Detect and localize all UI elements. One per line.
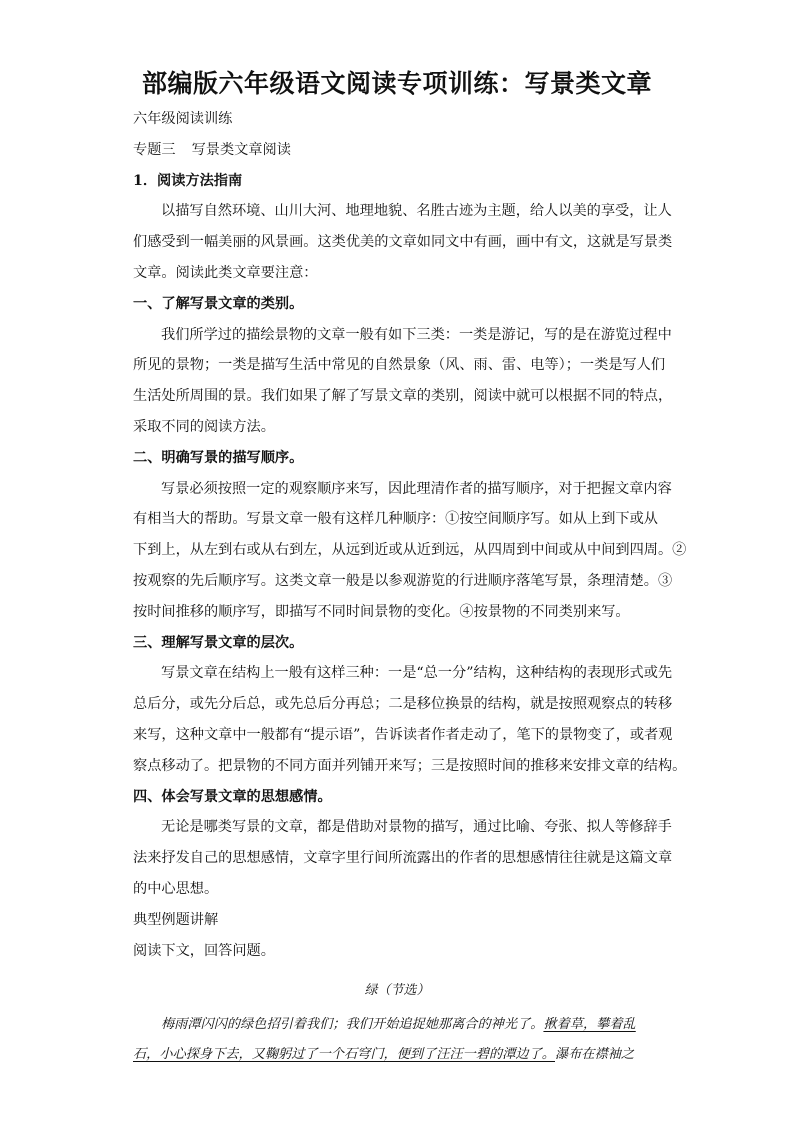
excerpt-line	[133, 1010, 693, 1040]
excerpt-underlined-text: 石，小心探身下去，又鞠躬过了一个石穹门，便到了汪汪一碧的潭边了。	[133, 1047, 555, 1062]
section-1-line: 所见的景物；一类是描写生活中常见的自然景象（风、雨、雷、电等）；一类是写人们	[133, 357, 666, 374]
excerpt-text: 瀑布在襟袖之	[555, 1047, 635, 1062]
section-2-line: 写景必须按照一定的观察顺序来写，因此理清作者的描写顺序，对于把握文章内容	[161, 480, 672, 497]
intro-line: 们感受到一幅美丽的风景画。这类优美的文章如同文中有画，画中有文，这就是写景类	[133, 234, 673, 251]
intro-line: 文章。阅读此类文章要注意：	[133, 264, 318, 281]
section-heading-1: 一、了解写景文章的类别。	[133, 295, 304, 312]
section-3-line: 写景文章在结构上一般有这样三种：一是“总一分”结构，这种结构的表现形式或先	[161, 665, 673, 682]
section-3-line: 总后分，或先分后总，或先总后分再总；二是移位换景的结构，就是按照观察点的转移	[133, 696, 673, 713]
example-heading: 典型例题讲解	[133, 911, 219, 928]
guide-heading: 1．阅读方法指南	[133, 172, 243, 189]
section-heading-2: 二、明确写景的描写顺序。	[133, 449, 304, 466]
excerpt-underlined-text: 揪着草，攀着乱	[543, 1017, 636, 1032]
topic-number: 专题三	[133, 141, 176, 158]
section-heading-4: 四、体会写景文章的思想感情。	[133, 788, 332, 805]
topic-line	[133, 135, 693, 166]
section-1-line: 我们所学过的描绘景物的文章一般有如下三类：一类是游记，写的是在游览过程中	[161, 326, 672, 343]
section-4-line: 无论是哪类写景的文章，都是借助对景物的描写，通过比喻、夸张、拟人等修辞手	[161, 819, 672, 836]
section-3-line: 来写，这种文章中一般都有“提示语”，告诉读者作者走动了，笔下的景物变了，或者观	[133, 726, 673, 743]
document-title: 部编版六年级语文阅读专项训练：写景类文章	[141, 69, 652, 98]
section-2-line: 按观察的先后顺序写。这类文章一般是以参观游览的行进顺序落笔写景，条理清楚。③	[133, 572, 673, 589]
section-1-line: 采取不同的阅读方法。	[133, 418, 275, 435]
intro-line: 以描写自然环境、山川大河、地理地貌、名胜古迹为主题，给人以美的享受，让人	[161, 203, 672, 220]
section-2-line: 下到上，从左到右或从右到左，从远到近或从近到远，从四周到中间或从中间到四周。②	[133, 542, 687, 559]
section-2-line: 有相当大的帮助。写景文章一般有这样几种顺序：①按空间顺序写。如从上到下或从	[133, 511, 658, 528]
excerpt-passage	[133, 1010, 693, 1070]
reading-instruction: 阅读下文，回答问题。	[133, 942, 275, 959]
document-body	[133, 104, 693, 966]
section-3-line: 察点移动了。把景物的不同方面并列铺开来写；三是按照时间的推移来安排文章的结构。	[133, 757, 687, 774]
subtitle: 六年级阅读训练	[133, 111, 233, 127]
section-4-line: 的中心思想。	[133, 880, 219, 897]
topic-name: 写景类文章阅读	[191, 141, 291, 158]
excerpt-text: 梅雨潭闪闪的绿色招引着我们；我们开始追捉她那离合的神光了。	[161, 1017, 544, 1032]
section-1-line: 生活处所周围的景。我们如果了解了写景文章的类别，阅读中就可以根据不同的特点，	[133, 388, 673, 405]
section-heading-3: 三、理解写景文章的层次。	[133, 634, 304, 651]
section-4-line: 法来抒发自己的思想感情，文章字里行间所流露出的作者的思想感情往往就是这篇文章	[133, 850, 673, 867]
excerpt-title: 绿（节选）	[364, 983, 430, 998]
section-2-line: 按时间推移的顺序写，即描写不同时间景物的变化。④按景物的不同类别来写。	[133, 603, 630, 620]
excerpt-line	[133, 1040, 693, 1070]
